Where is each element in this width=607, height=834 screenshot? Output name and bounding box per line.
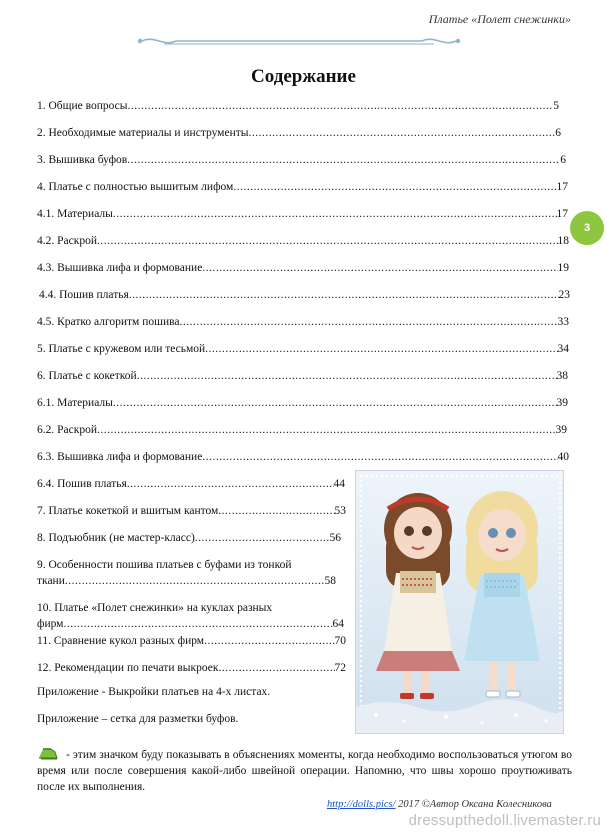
toc-entry-label: 4.2. Раскрой — [37, 235, 97, 247]
toc-entry[interactable] — [37, 314, 569, 330]
toc-leader — [202, 449, 557, 465]
footer-link[interactable]: http://dolls.pics/ — [327, 799, 396, 810]
toc-leader — [202, 260, 557, 276]
footer-credit — [327, 799, 552, 810]
toc-entry-line1[interactable] — [37, 557, 337, 573]
toc-entry[interactable] — [37, 98, 559, 114]
toc-entry[interactable] — [37, 660, 346, 676]
page-number-badge: 3 — [570, 211, 604, 245]
toc-entry-label: 6. Платье с кокеткой — [37, 370, 137, 382]
toc-entry-page: 39 — [556, 397, 568, 409]
toc-entry-label: 12. Рекомендации по печати выкроек — [37, 662, 219, 674]
toc-entry-label-cont: фирм — [37, 618, 64, 630]
running-head: Платье «Полет снежинки» — [428, 12, 571, 26]
toc-leader — [233, 179, 556, 195]
appendix-patterns[interactable]: Приложение - Выкройки платьев на 4-х листах. — [37, 686, 271, 698]
toc-entry-line2[interactable] — [37, 616, 344, 632]
toc-entry-page: 40 — [557, 451, 569, 463]
toc-leader — [128, 98, 554, 114]
toc-entry-label: 5. Платье с кружевом или тесьмой — [37, 343, 206, 355]
watermark: dressupthedoll.livemaster.ru — [408, 812, 601, 829]
toc-entry[interactable] — [37, 152, 566, 168]
toc-entry[interactable] — [37, 530, 341, 546]
toc-entry-page: 44 — [333, 478, 345, 490]
toc-entry-label: 6.2. Раскрой — [37, 424, 97, 436]
toc-entry-page: 56 — [329, 532, 341, 544]
toc-entry[interactable] — [37, 341, 569, 357]
toc-entry-page: 64 — [332, 618, 344, 630]
toc-leader — [195, 530, 330, 546]
toc-entry-page: 39 — [555, 424, 567, 436]
toc-entry-page: 19 — [557, 262, 569, 274]
toc-entry[interactable] — [37, 476, 345, 492]
toc-leader — [205, 341, 557, 357]
dolls-photo — [355, 470, 564, 734]
toc-entry-label: 6.1. Материалы — [37, 397, 113, 409]
toc-title: Содержание — [251, 66, 356, 87]
toc-entry[interactable] — [37, 179, 568, 195]
toc-entry-page: 6 — [555, 127, 561, 139]
toc-leader — [113, 395, 557, 411]
toc-entry-label: 6.3. Вышивка лифа и формование — [37, 451, 203, 463]
toc-entry-page: 38 — [556, 370, 568, 382]
toc-entry[interactable] — [39, 287, 570, 303]
toc-entry[interactable] — [37, 449, 569, 465]
toc-leader — [63, 616, 332, 632]
toc-entry-page: 6 — [560, 154, 566, 166]
toc-entry-label: 3. Вышивка буфов — [37, 154, 128, 166]
toc-entry-page: 53 — [334, 505, 346, 517]
ornament-divider — [134, 34, 464, 48]
toc-leader — [127, 152, 560, 168]
toc-entry-label: 4.5. Кратко алгоритм пошива — [37, 316, 180, 328]
toc-entry-label: 7. Платье кокеткой и вшитым кантом — [37, 505, 219, 517]
toc-entry[interactable] — [37, 633, 346, 649]
toc-entry-page: 5 — [553, 100, 559, 112]
toc-entry[interactable] — [37, 260, 569, 276]
toc-entry-page: 17 — [556, 181, 568, 193]
toc-leader — [97, 233, 558, 249]
toc-entry-line2[interactable] — [37, 573, 336, 589]
toc-entry-label: 8. Подъюбник (не мастер-класс) — [37, 532, 195, 544]
toc-entry-page: 17 — [556, 208, 568, 220]
toc-leader — [127, 476, 334, 492]
toc-leader — [204, 633, 334, 649]
toc-entry-label: 10. Платье «Полет снежинки» на куклах разных — [37, 602, 273, 614]
toc-entry-page: 23 — [558, 289, 570, 301]
toc-entry[interactable] — [37, 503, 346, 519]
toc-leader — [248, 125, 555, 141]
toc-entry-label: 11. Сравнение кукол разных фирм — [37, 635, 205, 647]
toc-entry-label: 4. Платье с полностью вышитым лифом — [37, 181, 234, 193]
toc-leader — [97, 422, 556, 438]
iron-note-text: - этим значком буду показывать в объяснениях моменты, когда необходимо воспользоваться утюгом во время или после совершения какой-либо швейной операции. Напомню, что швы хорошо проутюживать после их выполнения. — [37, 749, 572, 793]
toc-entry-label-cont: ткани — [37, 575, 65, 587]
toc-entry[interactable] — [37, 422, 567, 438]
toc-leader — [137, 368, 557, 384]
toc-entry-label: 6.4. Пошив платья — [37, 478, 127, 490]
toc-entry[interactable] — [37, 395, 568, 411]
iron-note — [37, 746, 572, 795]
toc-entry[interactable] — [37, 206, 568, 222]
toc-entry[interactable] — [37, 368, 568, 384]
toc-leader — [218, 660, 334, 676]
toc-entry-page: 33 — [557, 316, 569, 328]
iron-icon — [37, 746, 59, 760]
appendix-grid[interactable]: Приложение – сетка для разметки буфов. — [37, 713, 239, 725]
toc-entry-label: 1. Общие вопросы — [37, 100, 128, 112]
toc-entry-page: 34 — [557, 343, 569, 355]
toc-leader — [113, 206, 557, 222]
toc-entry-label: 4.1. Материалы — [37, 208, 113, 220]
toc-entry[interactable] — [37, 125, 561, 141]
toc-leader — [218, 503, 334, 519]
footer-author: 2017 ©Автор Оксана Колесникова — [395, 799, 552, 810]
toc-entry-label: 4.3. Вышивка лифа и формование — [37, 262, 203, 274]
toc-entry-line1[interactable] — [37, 600, 337, 616]
toc-entry-page: 72 — [334, 662, 346, 674]
toc-leader — [129, 287, 559, 303]
toc-entry-label: 4.4. Пошив платья — [39, 289, 129, 301]
toc-entry-label: 9. Особенности пошива платьев с буфами из тонкой — [37, 559, 292, 571]
toc-entry-page: 70 — [334, 635, 346, 647]
toc-leader — [65, 573, 325, 589]
toc-leader — [180, 314, 558, 330]
toc-entry-page: 18 — [557, 235, 569, 247]
toc-entry-label: 2. Необходимые материалы и инструменты — [37, 127, 249, 139]
toc-entry[interactable] — [37, 233, 569, 249]
toc-entry-page: 58 — [324, 575, 336, 587]
